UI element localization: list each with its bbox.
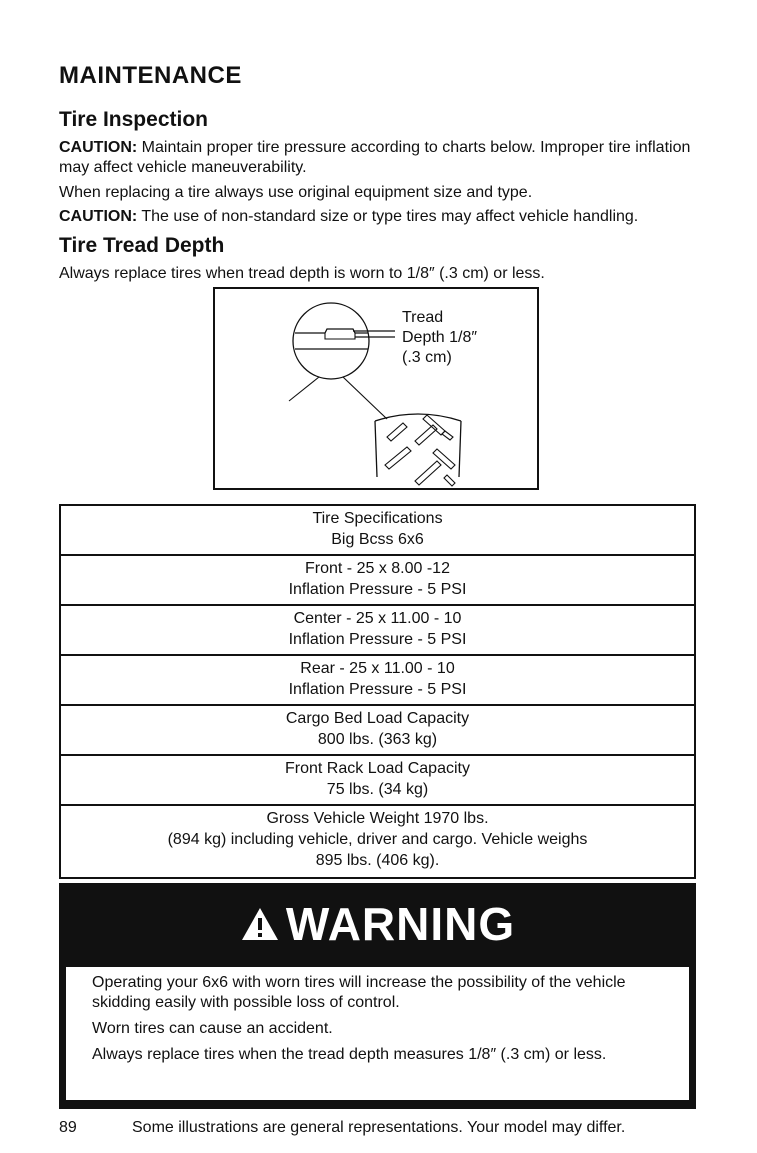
table-cell: (894 kg) including vehicle, driver and cargo. Vehicle weighs bbox=[167, 831, 588, 848]
caution-text: Maintain proper tire pressure according to charts below. Improper tire inflation may affect vehicle maneuverability. bbox=[59, 139, 691, 176]
replace-paragraph: When replacing a tire always use original equipment size and type. bbox=[59, 184, 533, 201]
figure-label-depth: Depth 1/8″ bbox=[402, 329, 478, 346]
figure-label-tread: Tread bbox=[402, 309, 444, 326]
caution-label: CAUTION: bbox=[59, 139, 138, 156]
warning-header bbox=[59, 883, 696, 965]
table-cell: Rear - 25 x 11.00 - 10 bbox=[300, 660, 455, 677]
table-row bbox=[61, 556, 694, 606]
table-row bbox=[61, 606, 694, 656]
tire-specifications-table bbox=[59, 504, 696, 879]
table-cell: Inflation Pressure - 5 PSI bbox=[288, 581, 467, 598]
page-number: 89 bbox=[59, 1119, 77, 1136]
caution-paragraph-2 bbox=[59, 207, 709, 227]
table-cell: Center - 25 x 11.00 - 10 bbox=[293, 610, 462, 627]
table-row bbox=[61, 656, 694, 706]
table-cell: Front Rack Load Capacity bbox=[285, 760, 470, 777]
table-row bbox=[61, 506, 694, 556]
table-cell: Gross Vehicle Weight 1970 lbs. bbox=[266, 810, 489, 827]
warning-triangle-icon bbox=[240, 906, 280, 942]
footer-note: Some illustrations are general representations. Your model may differ. bbox=[132, 1119, 626, 1136]
caution-text: The use of non-standard size or type tires may affect vehicle handling. bbox=[137, 208, 639, 225]
table-cell: Tire Specifications bbox=[312, 510, 443, 527]
table-row bbox=[61, 756, 694, 806]
table-row bbox=[61, 706, 694, 756]
tread-depth-paragraph: Always replace tires when tread depth is worn to 1/8″ (.3 cm) or less. bbox=[59, 265, 545, 282]
figure-label-cm: (.3 cm) bbox=[402, 349, 452, 366]
table-row bbox=[61, 806, 694, 877]
caution-label: CAUTION: bbox=[59, 208, 138, 225]
warning-paragraph: Always replace tires when the tread depth measures 1/8″ (.3 cm) or less. bbox=[92, 1046, 607, 1063]
tire-inspection-heading: Tire Inspection bbox=[59, 108, 208, 131]
warning-paragraph: Worn tires can cause an accident. bbox=[92, 1020, 333, 1037]
tire-tread-illustration bbox=[215, 289, 537, 488]
warning-box bbox=[59, 883, 696, 1109]
table-cell: 75 lbs. (34 kg) bbox=[326, 781, 429, 798]
warning-paragraph: Operating your 6x6 with worn tires will increase the possibility of the vehicle skidding easily with possible loss of control. bbox=[92, 974, 626, 1011]
table-cell: Inflation Pressure - 5 PSI bbox=[288, 631, 467, 648]
table-cell: 895 lbs. (406 kg). bbox=[315, 852, 440, 869]
warning-title: WARNING bbox=[285, 898, 516, 950]
caution-paragraph-1 bbox=[59, 138, 699, 178]
table-cell: 800 lbs. (363 kg) bbox=[317, 731, 438, 748]
table-cell: Inflation Pressure - 5 PSI bbox=[288, 681, 467, 698]
table-cell: Cargo Bed Load Capacity bbox=[285, 710, 470, 727]
table-cell: Front - 25 x 8.00 -12 bbox=[305, 560, 450, 577]
warning-body bbox=[66, 967, 689, 1100]
table-cell: Big Bcss 6x6 bbox=[331, 531, 424, 548]
tread-depth-heading: Tire Tread Depth bbox=[59, 234, 225, 257]
tread-depth-figure bbox=[213, 287, 539, 490]
section-title: MAINTENANCE bbox=[59, 62, 242, 89]
